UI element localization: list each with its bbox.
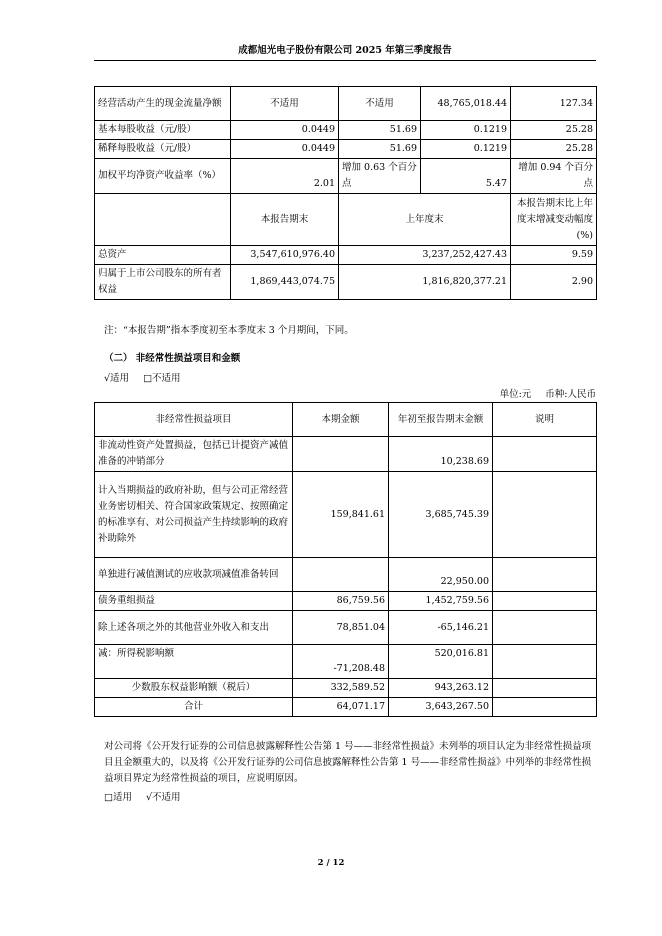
table-row <box>95 87 597 121</box>
cell-ytd-change: 增加 0.94 个百分点 <box>511 159 597 194</box>
unit-label: 单位:元 <box>499 389 532 400</box>
col-header-change-pct: 本报告期末比上年度末增减变动幅度(%) <box>511 194 597 246</box>
current-cell <box>293 437 389 472</box>
cell-current: 0.0449 <box>231 121 339 140</box>
item-cell: 计入当期损益的政府补助，但与公司正常经营业务密切相关、符合国家政策规定、按照确定的标准享有、对公司损益产生持续影响的政府补助除外 <box>95 472 293 558</box>
cell-ytd-change: 25.28 <box>511 121 597 140</box>
cell-prior-year-end: 3,237,252,427.43 <box>339 246 511 265</box>
row-label: 总资产 <box>95 246 231 265</box>
cell-ytd: 5.47 <box>421 159 511 194</box>
current-cell: 159,841.61 <box>293 472 389 558</box>
cell-prior-year-end: 1,816,820,377.21 <box>339 265 511 300</box>
cell-ytd-change: 127.34 <box>511 87 597 121</box>
cell-current: 2.01 <box>231 159 339 194</box>
item-cell: 减：所得税影响额 <box>95 645 293 679</box>
table-row <box>95 159 597 194</box>
currency-label: 币种:人民币 <box>545 389 596 400</box>
table-row <box>95 592 597 611</box>
note-cell <box>493 698 597 717</box>
current-cell: 86,759.56 <box>293 592 389 611</box>
current-cell: -71,208.48 <box>293 645 389 679</box>
applicability-options-2 <box>104 789 181 803</box>
table-subheader-row <box>95 194 597 246</box>
row-label: 稀释每股收益（元/股） <box>95 140 231 159</box>
cell-change: 增加 0.63 个百分点 <box>339 159 421 194</box>
ytd-cell: 22,950.00 <box>389 558 493 592</box>
table-total-row <box>95 698 597 717</box>
col-header-prior-year-end: 上年度末 <box>339 194 511 246</box>
ytd-cell: 943,263.12 <box>389 679 493 698</box>
col-header-ytd: 年初至报告期末金额 <box>389 403 493 437</box>
item-cell: 债务重组损益 <box>95 592 293 611</box>
explanation-paragraph: 对公司将《公开发行证券的公司信息披露解释性公告第 1 号——非经常性损益》未列举的项目认定为非经常性损益项目且金额重大的，以及将《公开发行证券的公司信息披露解释性公告第 1 号——非经常性损益》中列举的非经常性损益项目界定为经常性损益的项目，应说明原因。 <box>104 741 592 784</box>
table-row <box>95 558 597 592</box>
note-cell <box>493 437 597 472</box>
non-recurring-items-table <box>94 402 597 717</box>
table-row <box>95 472 597 558</box>
col-header-item: 非经常性损益项目 <box>95 403 293 437</box>
note-cell <box>493 645 597 679</box>
header-divider <box>94 60 596 61</box>
applicable-option: √适用 <box>104 373 130 384</box>
table-row <box>95 645 597 679</box>
note-cell <box>493 679 597 698</box>
report-header-title: 成都旭光电子股份有限公司 2025 年第三季度报告 <box>238 45 452 56</box>
cell-current: 0.0449 <box>231 140 339 159</box>
ytd-cell: 520,016.81 <box>389 645 493 679</box>
cell-change: 51.69 <box>339 121 421 140</box>
col-header-period-end: 本报告期末 <box>231 194 339 246</box>
ytd-cell: 3,685,745.39 <box>389 472 493 558</box>
item-cell: 除上述各项之外的其他营业外收入和支出 <box>95 611 293 645</box>
table-row <box>95 121 597 140</box>
not-applicable-option: □不适用 <box>143 373 181 384</box>
row-label: 加权平均净资产收益率（%） <box>95 159 231 194</box>
col-header-current: 本期金额 <box>293 403 389 437</box>
col-header-note: 说明 <box>493 403 597 437</box>
cell-change-pct: 2.90 <box>511 265 597 300</box>
ytd-cell: -65,146.21 <box>389 611 493 645</box>
cell-current: 不适用 <box>231 87 339 121</box>
note-cell <box>493 558 597 592</box>
cell-change: 不适用 <box>339 87 421 121</box>
table-header-row <box>95 403 597 437</box>
current-cell: 78,851.04 <box>293 611 389 645</box>
table-row <box>95 611 597 645</box>
item-cell: 非流动性资产处置损益，包括已计提资产减值准备的冲销部分 <box>95 437 293 472</box>
item-cell: 少数股东权益影响额（税后） <box>95 679 293 698</box>
current-cell <box>293 558 389 592</box>
not-applicable-option: √不适用 <box>145 792 181 803</box>
table-row <box>95 437 597 472</box>
applicability-options <box>104 370 181 384</box>
ytd-cell: 1,452,759.56 <box>389 592 493 611</box>
section-heading: （二） 非经常性损益项目和金额 <box>104 353 241 364</box>
cell-change-pct: 9.59 <box>511 246 597 265</box>
table-row <box>95 140 597 159</box>
row-label: 基本每股收益（元/股） <box>95 121 231 140</box>
ytd-cell: 10,238.69 <box>389 437 493 472</box>
table-row <box>95 679 597 698</box>
note-cell <box>493 592 597 611</box>
item-cell: 合计 <box>95 698 293 717</box>
cell-ytd-change: 25.28 <box>511 140 597 159</box>
table-footnote: 注：“本报告期”指本季度初至本季度末 3 个月期间，下同。 <box>104 325 354 336</box>
cell-period-end: 3,547,610,976.40 <box>231 246 339 265</box>
table-row <box>95 265 597 300</box>
table-row <box>95 246 597 265</box>
cell-ytd: 0.1219 <box>421 121 511 140</box>
cell-ytd: 0.1219 <box>421 140 511 159</box>
current-cell: 64,071.17 <box>293 698 389 717</box>
ytd-cell: 3,643,267.50 <box>389 698 493 717</box>
page-number: 2 / 12 <box>317 858 345 868</box>
note-cell <box>493 611 597 645</box>
cell-change: 51.69 <box>339 140 421 159</box>
row-label: 经营活动产生的现金流量净额 <box>95 87 231 121</box>
unit-line <box>500 386 596 400</box>
current-cell: 332,589.52 <box>293 679 389 698</box>
key-indicators-table <box>94 86 597 300</box>
applicable-option: □适用 <box>104 792 132 803</box>
note-cell <box>493 472 597 558</box>
cell-ytd: 48,765,018.44 <box>421 87 511 121</box>
empty-cell <box>95 194 231 246</box>
row-label: 归属于上市公司股东的所有者权益 <box>95 265 231 300</box>
item-cell: 单独进行减值测试的应收款项减值准备转回 <box>95 558 293 592</box>
cell-period-end: 1,869,443,074.75 <box>231 265 339 300</box>
